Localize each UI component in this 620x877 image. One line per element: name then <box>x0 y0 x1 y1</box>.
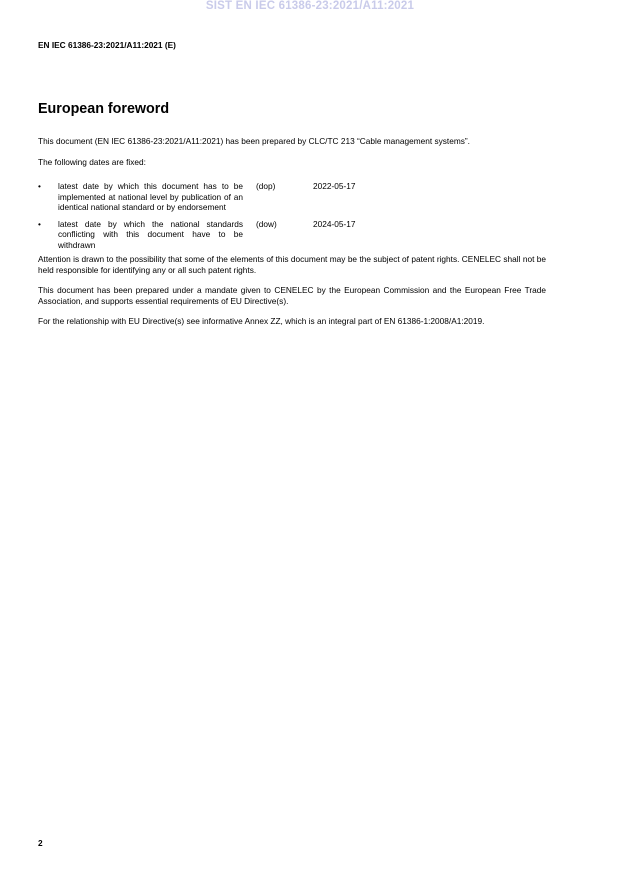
watermark: SIST EN IEC 61386-23:2021/A11:2021 <box>205 0 415 12</box>
date-description: latest date by which this document has to be implemented at national level by publication of an identical national standard or by endorsement <box>58 181 243 212</box>
foreword-body <box>38 136 546 337</box>
list-item <box>38 181 546 213</box>
bullet: • <box>38 181 41 191</box>
document-id-header: EN IEC 61386-23:2021/A11:2021 (E) <box>38 40 176 50</box>
date-value: 2024-05-17 <box>313 218 356 229</box>
dates-intro: The following dates are fixed: <box>38 156 146 167</box>
mandate-paragraph: This document has been prepared under a mandate given to CENELEC by the European Commission and the European Free Trade Association, and supports essential requirements of EU Directive(s). <box>38 285 546 306</box>
date-description: latest date by which the national standards conflicting with this document have to be withdrawn <box>58 218 243 250</box>
date-value: 2022-05-17 <box>313 181 356 191</box>
patent-notice: Attention is drawn to the possibility that some of the elements of this document may be the subject of patent rights. CENELEC shall not be held responsible for identifying any or all such patent rights. <box>38 254 546 275</box>
intro-paragraph: This document (EN IEC 61386-23:2021/A11:2021) has been prepared by CLC/TC 213 “Cable management systems”. <box>38 136 470 146</box>
bullet: • <box>38 218 41 229</box>
page-number: 2 <box>38 838 43 848</box>
relationship-paragraph: For the relationship with EU Directive(s) see informative Annex ZZ, which is an integral part of EN 61386-1:2008/A1:2019. <box>38 316 485 326</box>
section-title: European foreword <box>38 101 170 117</box>
dates-list <box>38 181 546 250</box>
date-abbreviation: (dow) <box>256 218 277 229</box>
date-abbreviation: (dop) <box>256 181 276 191</box>
list-item <box>38 219 546 251</box>
